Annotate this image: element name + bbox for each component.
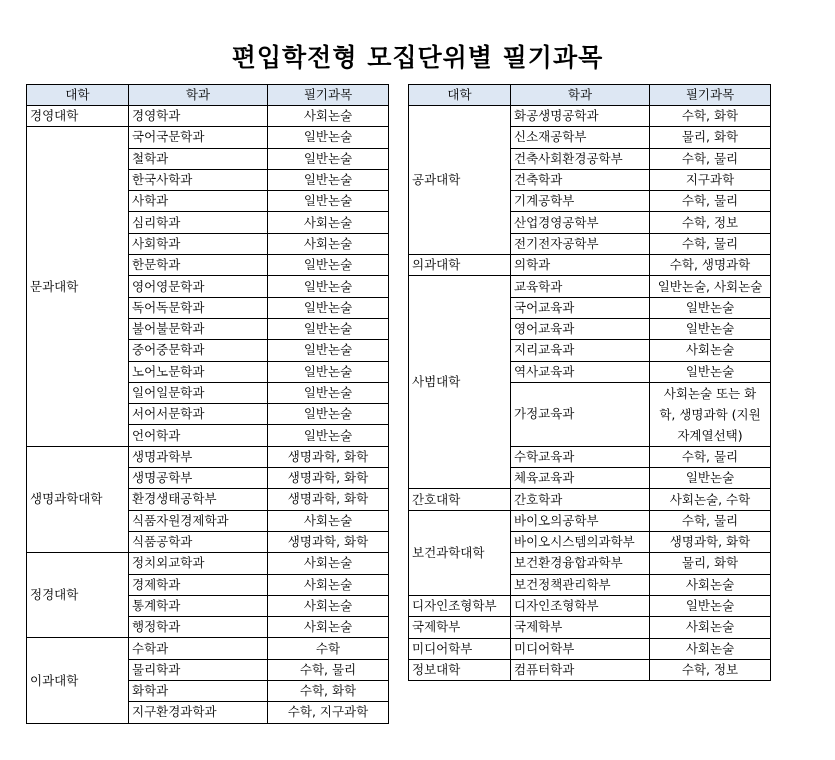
subject-cell: 수학, 물리 xyxy=(650,191,771,212)
college-cell: 정보대학 xyxy=(409,659,511,680)
dept-cell: 컴퓨터학과 xyxy=(511,659,650,680)
dept-cell: 생명과학부 xyxy=(129,446,268,467)
subject-cell: 사회논술 또는 화학, 생명과학 (지원자계열선택) xyxy=(650,382,771,446)
subject-cell: 일반논술 xyxy=(268,255,389,276)
right-subject-table xyxy=(408,84,771,681)
subject-cell: 일반논술 xyxy=(268,318,389,339)
college-cell: 의과대학 xyxy=(409,255,511,276)
dept-cell: 식품공학과 xyxy=(129,531,268,552)
table-header-row xyxy=(409,85,771,106)
college-cell: 문과대학 xyxy=(27,127,129,446)
subject-cell: 수학, 물리 xyxy=(650,510,771,531)
dept-cell: 물리학과 xyxy=(129,659,268,680)
college-cell: 미디어학부 xyxy=(409,638,511,659)
subject-cell: 일반논술 xyxy=(268,169,389,190)
college-cell: 국제학부 xyxy=(409,617,511,638)
header-dept: 학과 xyxy=(129,85,268,106)
subject-cell: 사회논술 xyxy=(268,510,389,531)
dept-cell: 행정학과 xyxy=(129,617,268,638)
dept-cell: 일어일문학과 xyxy=(129,382,268,403)
dept-cell: 서어서문학과 xyxy=(129,404,268,425)
dept-cell: 언어학과 xyxy=(129,425,268,446)
subject-cell: 물리, 화학 xyxy=(650,127,771,148)
table-header-row xyxy=(27,85,389,106)
dept-cell: 국제학부 xyxy=(511,617,650,638)
subject-cell: 수학, 정보 xyxy=(650,659,771,680)
dept-cell: 보건환경융합과학부 xyxy=(511,553,650,574)
subject-cell: 일반논술, 사회논술 xyxy=(650,276,771,297)
subject-cell: 일반논술 xyxy=(650,595,771,616)
table-row xyxy=(27,638,389,659)
subject-cell: 수학, 물리 xyxy=(650,148,771,169)
subject-cell: 일반논술 xyxy=(268,382,389,403)
subject-cell: 사회논술 xyxy=(268,553,389,574)
subject-cell: 사회논술 xyxy=(268,574,389,595)
subject-cell: 수학, 화학 xyxy=(268,681,389,702)
subject-cell: 일반논술 xyxy=(650,468,771,489)
dept-cell: 경영학과 xyxy=(129,106,268,127)
subject-cell: 사회논술 xyxy=(268,212,389,233)
dept-cell: 기계공학부 xyxy=(511,191,650,212)
dept-cell: 영어교육과 xyxy=(511,318,650,339)
subject-cell: 생명과학, 화학 xyxy=(650,532,771,553)
dept-cell: 신소재공학부 xyxy=(511,127,650,148)
header-dept: 학과 xyxy=(511,85,650,106)
dept-cell: 화공생명공학과 xyxy=(511,106,650,127)
dept-cell: 한문학과 xyxy=(129,255,268,276)
subject-cell: 일반논술 xyxy=(650,318,771,339)
subject-cell: 일반논술 xyxy=(268,297,389,318)
table-row xyxy=(409,510,771,531)
dept-cell: 사학과 xyxy=(129,191,268,212)
subject-cell: 물리, 화학 xyxy=(650,553,771,574)
subject-cell: 생명과학, 화학 xyxy=(268,468,389,489)
subject-cell: 수학 xyxy=(268,638,389,659)
college-cell: 정경대학 xyxy=(27,553,129,638)
dept-cell: 화학과 xyxy=(129,681,268,702)
dept-cell: 국어교육과 xyxy=(511,297,650,318)
dept-cell: 전기전자공학부 xyxy=(511,233,650,254)
subject-cell: 일반논술 xyxy=(268,361,389,382)
dept-cell: 경제학과 xyxy=(129,574,268,595)
dept-cell: 생명공학부 xyxy=(129,468,268,489)
subject-cell: 수학, 물리 xyxy=(650,446,771,467)
dept-cell: 바이오시스템의과학부 xyxy=(511,532,650,553)
subject-cell: 사회논술 xyxy=(268,617,389,638)
college-cell: 사범대학 xyxy=(409,276,511,489)
college-cell: 이과대학 xyxy=(27,638,129,723)
subject-cell: 사회논술 xyxy=(650,340,771,361)
subject-cell: 수학, 화학 xyxy=(650,106,771,127)
dept-cell: 보건정책관리학부 xyxy=(511,574,650,595)
subject-cell: 사회논술, 수학 xyxy=(650,489,771,510)
dept-cell: 영어영문학과 xyxy=(129,276,268,297)
college-cell: 생명과학대학 xyxy=(27,446,129,552)
subject-cell: 일반논술 xyxy=(268,148,389,169)
subject-cell: 사회논술 xyxy=(650,638,771,659)
dept-cell: 심리학과 xyxy=(129,212,268,233)
table-row xyxy=(409,638,771,659)
dept-cell: 미디어학부 xyxy=(511,638,650,659)
subject-cell: 사회논술 xyxy=(268,106,389,127)
dept-cell: 불어불문학과 xyxy=(129,318,268,339)
dept-cell: 산업경영공학부 xyxy=(511,212,650,233)
subject-cell: 수학, 지구과학 xyxy=(268,702,389,723)
table-row xyxy=(409,276,771,297)
dept-cell: 통계학과 xyxy=(129,595,268,616)
table-row xyxy=(409,617,771,638)
dept-cell: 정치외교학과 xyxy=(129,553,268,574)
page-title: 편입학전형 모집단위별 필기과목 xyxy=(231,43,604,72)
dept-cell: 수학교육과 xyxy=(511,446,650,467)
table-row xyxy=(27,553,389,574)
header-subject: 필기과목 xyxy=(268,85,389,106)
college-cell: 간호대학 xyxy=(409,489,511,510)
dept-cell: 노어노문학과 xyxy=(129,361,268,382)
header-college: 대학 xyxy=(409,85,511,106)
header-college: 대학 xyxy=(27,85,129,106)
dept-cell: 독어독문학과 xyxy=(129,297,268,318)
subject-cell: 사회논술 xyxy=(268,595,389,616)
dept-cell: 가정교육과 xyxy=(511,382,650,446)
subject-cell: 생명과학, 화학 xyxy=(268,446,389,467)
subject-cell: 지구과학 xyxy=(650,169,771,190)
subject-cell: 생명과학, 화학 xyxy=(268,531,389,552)
subject-cell: 일반논술 xyxy=(268,340,389,361)
subject-cell: 수학, 생명과학 xyxy=(650,255,771,276)
subject-cell: 일반논술 xyxy=(268,191,389,212)
dept-cell: 건축사회환경공학부 xyxy=(511,148,650,169)
college-cell: 경영대학 xyxy=(27,106,129,127)
college-cell: 디자인조형학부 xyxy=(409,595,511,616)
dept-cell: 건축학과 xyxy=(511,169,650,190)
college-cell: 공과대학 xyxy=(409,106,511,255)
dept-cell: 지리교육과 xyxy=(511,340,650,361)
table-row xyxy=(409,106,771,127)
subject-cell: 생명과학, 화학 xyxy=(268,489,389,510)
table-row xyxy=(27,106,389,127)
subject-cell: 수학, 정보 xyxy=(650,212,771,233)
table-row xyxy=(409,255,771,276)
table-row xyxy=(27,446,389,467)
dept-cell: 한국사학과 xyxy=(129,169,268,190)
dept-cell: 바이오의공학부 xyxy=(511,510,650,531)
dept-cell: 의학과 xyxy=(511,255,650,276)
table-row xyxy=(409,489,771,510)
subject-cell: 수학, 물리 xyxy=(268,659,389,680)
subject-cell: 일반논술 xyxy=(268,404,389,425)
table-row xyxy=(409,595,771,616)
dept-cell: 체육교육과 xyxy=(511,468,650,489)
dept-cell: 수학과 xyxy=(129,638,268,659)
dept-cell: 디자인조형학부 xyxy=(511,595,650,616)
subject-cell: 수학, 물리 xyxy=(650,233,771,254)
college-cell: 보건과학대학 xyxy=(409,510,511,595)
dept-cell: 역사교육과 xyxy=(511,361,650,382)
subject-cell: 일반논술 xyxy=(268,127,389,148)
subject-cell: 사회논술 xyxy=(650,617,771,638)
dept-cell: 식품자원경제학과 xyxy=(129,510,268,531)
dept-cell: 간호학과 xyxy=(511,489,650,510)
dept-cell: 국어국문학과 xyxy=(129,127,268,148)
dept-cell: 철학과 xyxy=(129,148,268,169)
left-subject-table xyxy=(26,84,389,724)
dept-cell: 교육학과 xyxy=(511,276,650,297)
subject-cell: 일반논술 xyxy=(650,297,771,318)
subject-cell: 사회논술 xyxy=(650,574,771,595)
dept-cell: 지구환경과학과 xyxy=(129,702,268,723)
dept-cell: 사회학과 xyxy=(129,233,268,254)
table-row xyxy=(409,659,771,680)
dept-cell: 중어중문학과 xyxy=(129,340,268,361)
table-row xyxy=(27,127,389,148)
subject-cell: 일반논술 xyxy=(268,276,389,297)
subject-cell: 일반논술 xyxy=(650,361,771,382)
subject-cell: 사회논술 xyxy=(268,233,389,254)
header-subject: 필기과목 xyxy=(650,85,771,106)
dept-cell: 환경생태공학부 xyxy=(129,489,268,510)
subject-cell: 일반논술 xyxy=(268,425,389,446)
